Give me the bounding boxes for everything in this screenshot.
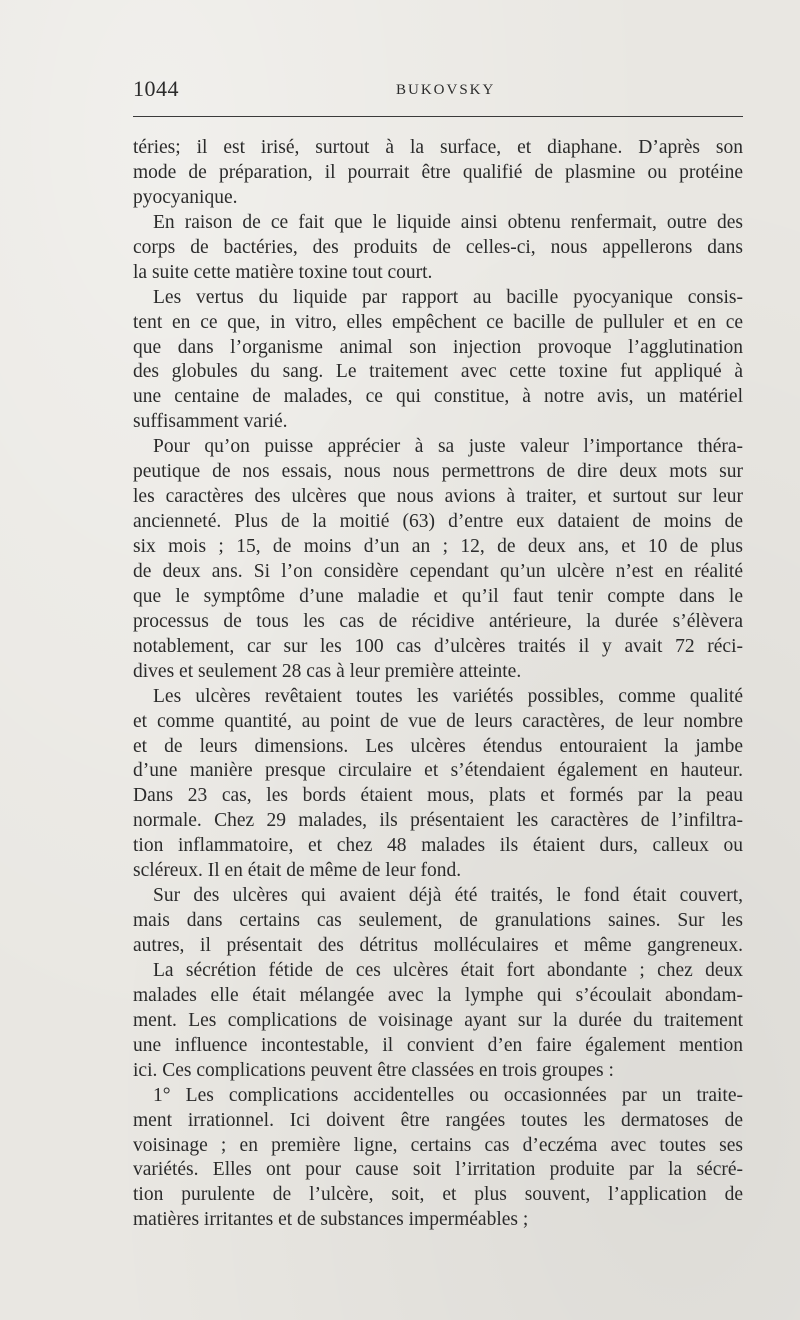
text-line: ment. Les complications de voisinage ayant sur la durée du traitement: [133, 1009, 743, 1031]
text-line: Les ulcères revêtaient toutes les variétés possibles, comme qualité: [153, 685, 743, 707]
text-line: des globules du sang. Le traitement avec cette toxine fut appliqué à: [133, 361, 743, 383]
text-line: tion inflammatoire, et chez 48 malades ils étaient durs, calleux ou: [133, 835, 743, 857]
text-line: téries; il est irisé, surtout à la surface, et diaphane. D’après son: [133, 137, 743, 158]
text-line: matières irritantes et de substances imperméables ;: [133, 1209, 529, 1231]
text-line: autres, il présentait des détritus molléculaires et même gangreneux.: [133, 935, 743, 956]
text-line: que dans l’organisme animal son injection provoque l’agglutination: [133, 336, 743, 358]
text-line: voisinage ; en première ligne, certains cas d’eczéma avec toutes ses: [133, 1134, 743, 1156]
running-head: BUKOVSKY: [396, 82, 496, 98]
text-line: dives et seulement 28 cas à leur première atteinte.: [133, 660, 522, 682]
text-line: tent en ce que, in vitro, elles empêchent ce bacille de pulluler et en ce: [133, 311, 743, 333]
body-text: [133, 136, 743, 1233]
text-line: En raison de ce fait que le liquide ainsi obtenu renfermait, outre des: [153, 211, 743, 233]
text-line: variétés. Elles ont pour cause soit l’irritation produite par la sécré-: [133, 1159, 743, 1181]
text-line: normale. Chez 29 malades, ils présentaient les caractères de l’infiltra-: [133, 810, 743, 832]
text-line: pyocyanique.: [133, 186, 238, 208]
text-line: six mois ; 15, de moins d’un an ; 12, de deux ans, et 10 de plus: [133, 536, 743, 557]
text-line: ancienneté. Plus de la moitié (63) d’entre eux dataient de moins de: [133, 511, 743, 533]
text-line: peutique de nos essais, nous nous permettrons de dire deux mots sur: [133, 461, 743, 483]
text-line: malades elle était mélangée avec la lymphe qui s’écoulait abondam-: [133, 984, 743, 1006]
text-line: les caractères des ulcères que nous avions à traiter, et surtout sur leur: [133, 486, 743, 508]
text-line: scléreux. Il en était de même de leur fond.: [133, 860, 462, 882]
text-line: 1° Les complications accidentelles ou occasionnées par un traite-: [153, 1084, 743, 1106]
text-line: une influence incontestable, il convient d’en faire également mention: [133, 1034, 743, 1056]
text-line: ment irrationnel. Ici doivent être rangées toutes les dermatoses de: [133, 1109, 743, 1131]
text-line: notablement, car sur les 100 cas d’ulcères traités il y avait 72 réci-: [133, 635, 743, 657]
text-line: et comme quantité, au point de vue de leurs caractères, de leur nombre: [133, 710, 743, 732]
text-line: ici. Ces complications peuvent être classées en trois groupes :: [133, 1059, 614, 1081]
page-number: 1044: [133, 76, 179, 101]
text-line: la suite cette matière toxine tout court.: [133, 261, 433, 283]
text-line: mode de préparation, il pourrait être qualifié de plasmine ou protéine: [133, 161, 743, 183]
text-line: tion purulente de l’ulcère, soit, et plus souvent, l’application de: [133, 1184, 743, 1206]
text-line: suffisamment varié.: [133, 411, 288, 433]
text-line: corps de bactéries, des produits de celles-ci, nous appellerons dans: [133, 236, 743, 258]
text-line: une centaine de malades, ce qui constitue, à notre avis, un matériel: [133, 386, 743, 408]
text-line: d’une manière presque circulaire et s’étendaient également en hauteur.: [133, 760, 743, 782]
page-header: [133, 76, 743, 104]
text-line: La sécrétion fétide de ces ulcères était fort abondante ; chez deux: [153, 959, 743, 981]
text-line: mais dans certains cas seulement, de granulations saines. Sur les: [133, 910, 743, 932]
text-line: Sur des ulcères qui avaient déjà été traités, le fond était couvert,: [153, 885, 743, 907]
text-line: et de leurs dimensions. Les ulcères étendus entouraient la jambe: [133, 735, 743, 757]
header-rule: [133, 116, 743, 117]
text-line: Dans 23 cas, les bords étaient mous, plats et formés par la peau: [133, 785, 743, 807]
text-line: Pour qu’on puisse apprécier à sa juste valeur l’importance théra-: [153, 436, 743, 458]
text-line: que le symptôme d’une maladie et qu’il faut tenir compte dans le: [133, 585, 743, 607]
text-line: Les vertus du liquide par rapport au bacille pyocyanique consis-: [153, 286, 743, 308]
text-line: processus de tous les cas de récidive antérieure, la durée s’élèvera: [133, 610, 743, 632]
text-line: de deux ans. Si l’on considère cependant qu’un ulcère n’est en réalité: [133, 560, 743, 582]
